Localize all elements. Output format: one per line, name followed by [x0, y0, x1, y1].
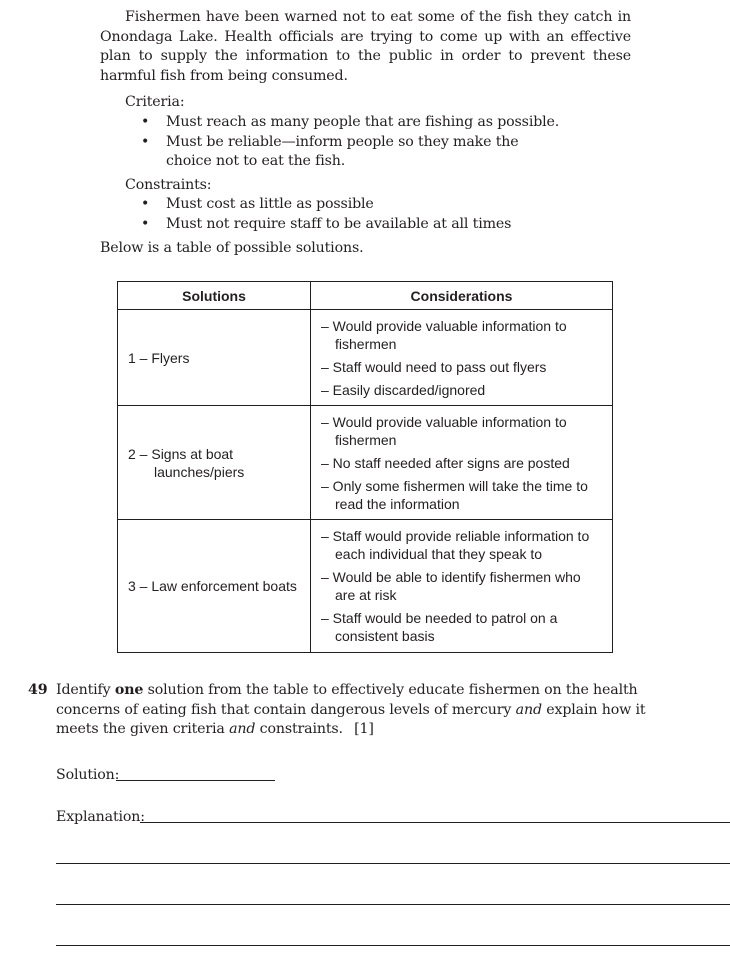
solution-cell [118, 310, 311, 406]
solution-cell [118, 520, 311, 653]
question-emphasis: and [229, 721, 256, 737]
consideration-item: – Would be able to identify fishermen who are at risk [321, 569, 581, 603]
criteria-item-text: Must be reliable—inform people so they make the choice not to eat the fish. [166, 133, 519, 169]
constraints-item-text: Must not require staff to be available at all times [166, 215, 512, 232]
question-text-part: explain how it meets the given criteria [56, 701, 646, 737]
consideration-item: – Staff would be needed to patrol on a consistent basis [321, 610, 558, 644]
consideration-item: – Would provide valuable information to fishermen [321, 413, 567, 448]
table-row [118, 520, 613, 653]
question-text-part: solution from the table to effectively educate fishermen on the health concerns of eating fish that contain dangerous levels of mercury [56, 682, 638, 718]
explanation-label: Explanation: [56, 809, 145, 825]
solution-text: 2 – Signs at boat launches/piers [128, 445, 245, 480]
criteria-item [141, 133, 546, 172]
solutions-table [117, 281, 613, 653]
considerations-cell [311, 520, 613, 653]
constraints-item-text: Must cost as little as possible [166, 196, 374, 212]
intro-paragraph: Fishermen have been warned not to eat some of the fish they catch in Onondaga Lake. Health officials are trying to come up with an effective plan to supply the information to the public in order to prevent these harmful fish from being consumed. [100, 9, 631, 84]
consideration-item: – No staff needed after signs are posted [321, 454, 570, 471]
question-emphasis: and [515, 701, 542, 718]
explanation-answer-line[interactable] [56, 945, 730, 946]
question-number: 49 [28, 682, 48, 698]
explanation-answer-line[interactable] [56, 904, 730, 905]
criteria-list [141, 113, 561, 172]
question-text [56, 681, 678, 740]
consideration-item: – Would provide valuable information to fishermen [321, 317, 567, 352]
consideration-item: – Staff would provide reliable information to each individual that they speak to [321, 528, 590, 562]
solution-text: 1 – Flyers [128, 349, 190, 366]
explanation-answer-line[interactable] [140, 822, 730, 823]
consideration-item: – Only some fishermen will take the time to read the information [321, 477, 588, 512]
solution-cell [118, 406, 311, 520]
bullet-icon: • [141, 215, 150, 232]
table-row [118, 406, 613, 520]
explanation-answer-line[interactable] [56, 863, 730, 864]
constraints-item [141, 215, 561, 235]
header-solutions: Solutions [118, 282, 311, 310]
solution-label: Solution: [56, 767, 120, 783]
criteria-item-text: Must reach as many people that are fishing as possible. [166, 114, 560, 130]
bullet-icon: • [141, 133, 150, 150]
question-text-part: Identify [56, 682, 115, 698]
constraints-item [141, 195, 561, 215]
consideration-item: – Easily discarded/ignored [321, 381, 486, 398]
criteria-item [141, 113, 561, 133]
table-header-row [118, 282, 613, 310]
solution-text: 3 – Law enforcement boats [128, 578, 297, 594]
header-considerations: Considerations [311, 282, 613, 310]
solution-answer-line[interactable] [116, 780, 275, 781]
table-intro: Below is a table of possible solutions. [100, 240, 364, 256]
table-row [118, 310, 613, 406]
considerations-cell [311, 310, 613, 406]
question-text-part: constraints. [1] [255, 721, 374, 737]
bullet-icon: • [141, 196, 150, 212]
consideration-item: – Staff would need to pass out flyers [321, 358, 547, 375]
question-emphasis: one [114, 682, 144, 698]
constraints-heading: Constraints: [125, 177, 212, 193]
constraints-list [141, 195, 561, 234]
bullet-icon: • [141, 114, 150, 130]
criteria-heading: Criteria: [125, 94, 185, 110]
considerations-cell [311, 406, 613, 520]
